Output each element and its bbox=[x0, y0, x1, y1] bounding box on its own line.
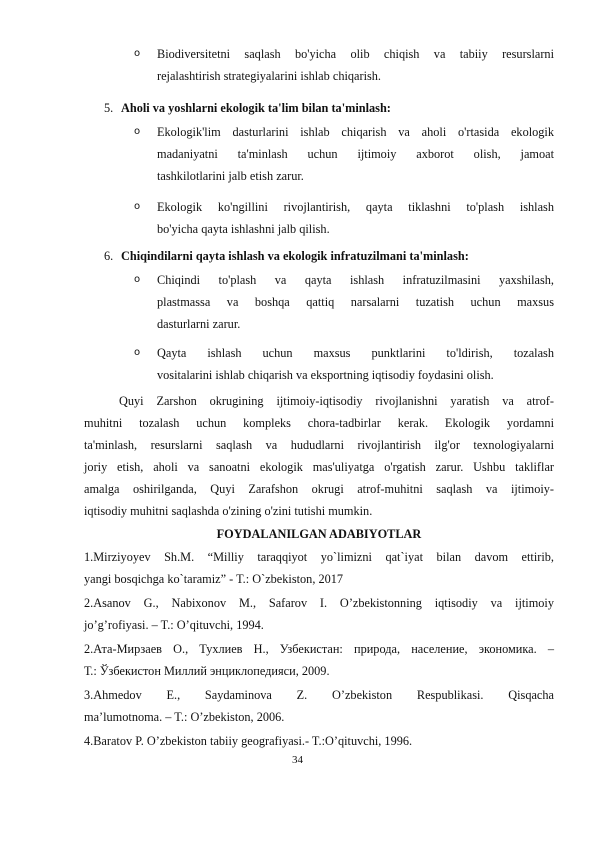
reference-line: 3.Ahmedov E., Saydaminova Z. O’zbekiston Respublikasi. Qisqacha bbox=[84, 688, 554, 702]
list-item-line: dasturlarni zarur. bbox=[157, 317, 241, 331]
reference-line: jo’g’rofiyasi. – T.: O’qituvchi, 1994. bbox=[84, 618, 264, 632]
list-item-line: bo'yicha qayta ishlashni jalb qilish. bbox=[157, 222, 330, 236]
list-item-line: Qayta ishlash uchun maxsus punktlarini to'ldirish, tozalash bbox=[157, 346, 554, 360]
list-item-line: Biodiversitetni saqlash bo'yicha olib chiqish va tabiiy resurslarni bbox=[157, 47, 554, 61]
section-number: 6. bbox=[104, 249, 114, 263]
list-item-line: vositalarini ishlab chiqarish va eksportning iqtisodiy foydasini olish. bbox=[157, 368, 494, 382]
list-item-line: Ekologik ko'ngillini rivojlantirish, qayta tiklashni to'plash ishlash bbox=[157, 200, 554, 214]
list-item-line: rejalashtirish strategiyalarini ishlab chiqarish. bbox=[157, 69, 382, 83]
hollow-circle-bullet-icon: o bbox=[134, 201, 141, 212]
body-paragraph bbox=[84, 390, 554, 522]
page-number: 34 bbox=[292, 754, 303, 766]
hollow-circle-bullet-icon: o bbox=[134, 274, 141, 285]
hollow-circle-bullet-icon: o bbox=[134, 126, 141, 137]
paragraph-line: ta'minlash, resurslarni saqlash va hududlarni rivojlantirish ilg'or texnologiyalarni bbox=[84, 438, 554, 452]
reference-item bbox=[84, 546, 554, 590]
reference-line: 2.Ата-Мирзаев О., Тухлиев Н., Узбекистан: природа, население, экономика. – bbox=[84, 642, 554, 656]
list-item-line: Chiqindi to'plash va qayta ishlash infratuzilmasini yaxshilash, bbox=[157, 273, 554, 287]
list-item-line: Ekologik'lim dasturlarini ishlab chiqarish va aholi o'rtasida ekologik bbox=[157, 125, 554, 139]
references-title: FOYDALANILGAN ADABIYOTLAR bbox=[216, 527, 422, 541]
paragraph-line: joriy etish, aholi va sanoatni ekologik mas'uliyatga o'rgatish zarur. Ushbu takliflar bbox=[84, 460, 554, 474]
hollow-circle-bullet-icon: o bbox=[134, 347, 141, 358]
paragraph-line: amalga oshirilganda, Quyi Zarafshon okrugi atrof-muhitni saqlash va ijtimoiy- bbox=[84, 482, 554, 496]
reference-line: Т.: Ўзбекистон Миллий энциклопедияси, 2009. bbox=[84, 664, 330, 678]
paragraph-line: muhitni tozalash uchun kompleks chora-tadbirlar kerak. Ekologik yordamni bbox=[84, 416, 554, 430]
reference-line: 2.Asanov G., Nabixonov M., Safarov I. O’zbekistonning iqtisodiy va ijtimoiy bbox=[84, 596, 554, 610]
section-title: Aholi va yoshlarni ekologik ta'lim bilan ta'minlash: bbox=[121, 101, 391, 115]
reference-line: 4.Baratov P. O’zbekiston tabiiy geografiyasi.- T.:O’qituvchi, 1996. bbox=[84, 734, 413, 748]
list-item-line: plastmassa va boshqa qattiq narsalarni tuzatish uchun maxsus bbox=[157, 295, 554, 309]
reference-item bbox=[84, 638, 554, 682]
reference-item bbox=[84, 730, 554, 752]
paragraph-line: Quyi Zarshon okrugining ijtimoiy-iqtisodiy rivojlanishni yaratish va atrof- bbox=[119, 394, 554, 408]
reference-line: ma’lumotnoma. – T.: O’zbekiston, 2006. bbox=[84, 710, 285, 724]
paragraph-line: iqtisodiy muhitni saqlashda o'zining o'zini tutishi mumkin. bbox=[84, 504, 373, 518]
hollow-circle-bullet-icon: o bbox=[134, 48, 141, 59]
reference-line: yangi bosqichga ko`taramiz” - T.: O`zbekiston, 2017 bbox=[84, 572, 344, 586]
reference-item bbox=[84, 592, 554, 636]
reference-line: 1.Mirziyoyev Sh.M. “Milliy taraqqiyot yo`limizni qat`iyat bilan davom ettirib, bbox=[84, 550, 554, 564]
list-item-line: tashkilotlarini jalb etish zarur. bbox=[157, 169, 304, 183]
list-item-line: madaniyatni ta'minlash uchun ijtimoiy axborot olish, jamoat bbox=[157, 147, 554, 161]
section-number: 5. bbox=[104, 101, 114, 115]
section-title: Chiqindilarni qayta ishlash va ekologik infratuzilmani ta'minlash: bbox=[121, 249, 469, 263]
reference-item bbox=[84, 684, 554, 728]
